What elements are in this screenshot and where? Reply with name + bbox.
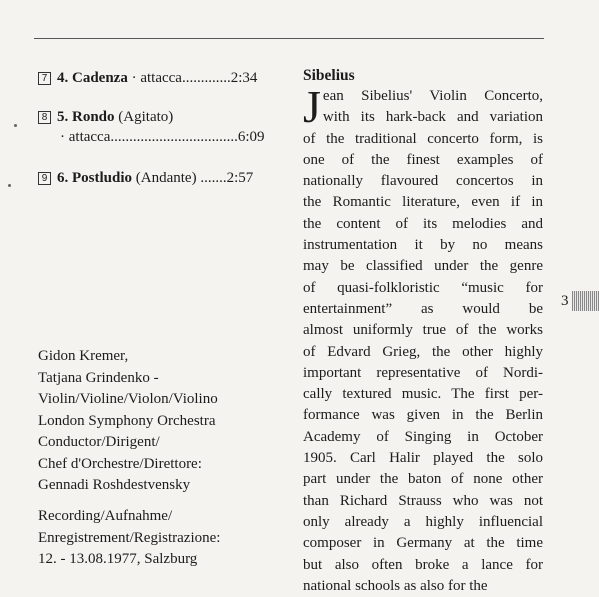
article-line: with its hark-back and variation: [322, 109, 543, 126]
article-line: formance was given in the Berlin: [303, 407, 543, 424]
recording-line: Enregistrement/Registrazione:: [38, 529, 221, 546]
track-title: 5. Rondo: [57, 109, 115, 125]
article-heading: Sibelius: [303, 67, 355, 84]
article-line: composer in Germany at the time: [303, 535, 543, 552]
track-number: 7: [38, 72, 51, 85]
recording-info: [38, 506, 220, 571]
credit-line: London Symphony Orchestra: [38, 412, 216, 429]
margin-dot: [14, 124, 17, 127]
article-line: one of the finest examples of: [303, 151, 543, 168]
credit-line: Gennadi Roshdestvensky: [38, 477, 191, 493]
track-detail: (Agitato): [114, 109, 174, 125]
credit-line: Conductor/Dirigent/: [38, 434, 160, 450]
credit-line: Chef d'Orchestre/Direttore:: [38, 455, 202, 472]
track-item: [38, 107, 265, 147]
article-line: 1905. Carl Halir played the solo: [303, 450, 543, 467]
top-rule: [34, 38, 544, 39]
article-line: ean Sibelius' Violin Concerto,: [322, 88, 543, 104]
article-line: of quasi-folkloristic “music for: [303, 279, 543, 296]
page-number: 3: [561, 293, 569, 309]
performer-credits: [38, 346, 218, 497]
track-title: 6. Postludio: [57, 170, 133, 186]
track-detail: · attacca.............2:34: [127, 70, 258, 86]
article-line: national schools as also for the: [303, 577, 488, 594]
credit-line: Gidon Kremer,: [38, 348, 129, 364]
article-line: important representative of Nordi-: [303, 364, 543, 381]
track-detail-line2: · attacca..................................6:09: [60, 129, 265, 145]
track-item: [38, 68, 257, 88]
track-detail: (Andante) .......2:57: [132, 170, 254, 186]
article-line: nationally flavoured concertos in: [303, 173, 543, 190]
article-line: cally textured music. The first per-: [303, 386, 543, 403]
article-line: part under the baton of none other: [303, 471, 543, 488]
article-line: but also often broke a lance for: [303, 556, 543, 573]
article-line: only already a highly influencial: [303, 513, 543, 530]
article-line: the Romantic literature, even if in: [303, 194, 543, 211]
article-line: of Edvard Grieg, the other highly: [303, 343, 543, 360]
recording-line: Recording/Aufnahme/: [38, 508, 173, 524]
article-line: of the traditional concerto form, is: [303, 130, 543, 147]
article-line: entertainment” as would be: [303, 300, 543, 317]
track-title: 4. Cadenza: [57, 70, 128, 86]
article-body: [303, 81, 543, 597]
article-line: Academy of Singing in October: [303, 428, 543, 445]
article-line: may be classified under the genre: [303, 258, 543, 275]
article-line: the content of its melodies and: [303, 215, 543, 232]
track-number: 9: [38, 172, 51, 185]
drop-cap: J: [303, 81, 321, 132]
margin-dot: [8, 184, 11, 187]
article-column: [303, 66, 543, 597]
recording-line: 12. - 13.08.1977, Salzburg: [38, 551, 198, 567]
track-item: [38, 168, 253, 188]
track-number: 8: [38, 111, 51, 124]
credit-line: Violin/Violine/Violon/Violino: [38, 391, 218, 407]
article-line: than Richard Strauss who was not: [303, 492, 543, 509]
article-line: instrumentation it by no means: [303, 237, 543, 254]
article-line: almost uniformly true of the works: [303, 322, 543, 339]
credit-line: Tatjana Grindenko -: [38, 369, 159, 386]
thumb-index-bars: [572, 291, 599, 311]
